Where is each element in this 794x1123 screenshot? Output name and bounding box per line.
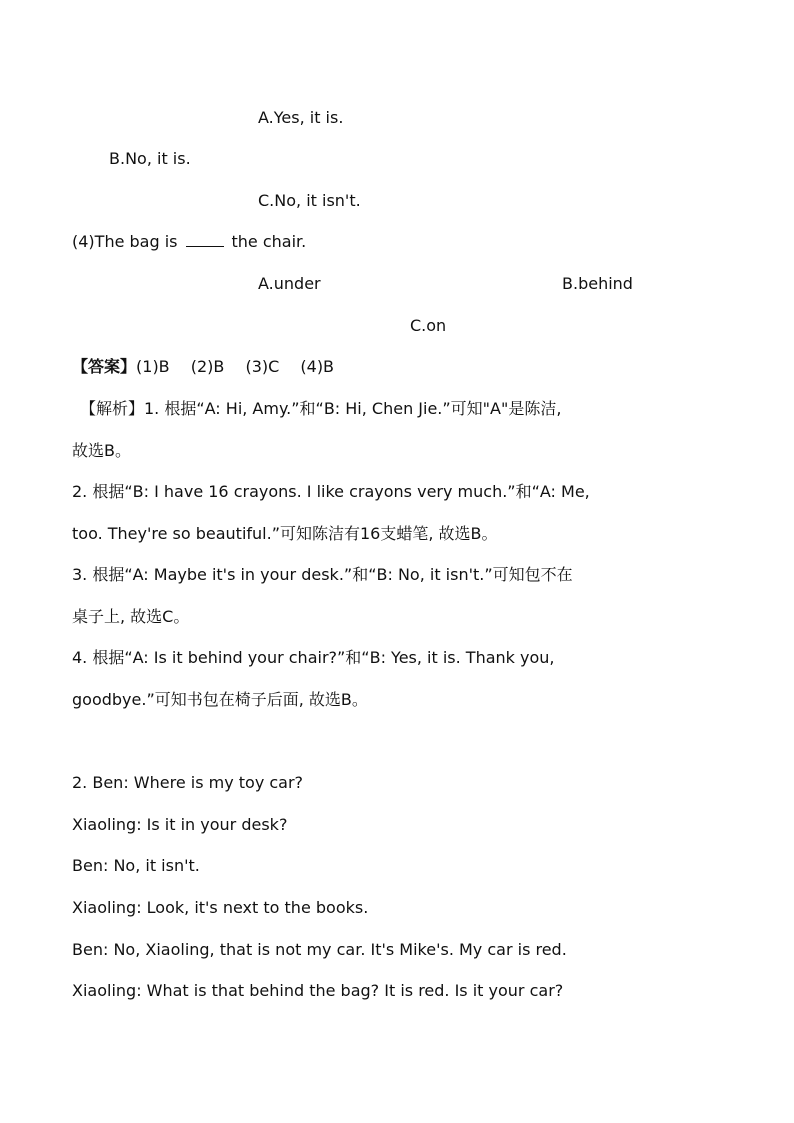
q4-option-a: A.under xyxy=(258,274,321,293)
answer-line xyxy=(72,356,334,378)
analysis-line-3: 2. 根据“B: I have 16 crayons. I like crayons very much.”和“A: Me, xyxy=(72,482,590,501)
q3-option-b: B.No, it is. xyxy=(109,149,191,168)
passage2-line-2: Xiaoling: Is it in your desk? xyxy=(72,815,288,834)
q4-stem xyxy=(72,231,306,253)
passage2-line-5: Ben: No, Xiaoling, that is not my car. It's Mike's. My car is red. xyxy=(72,940,567,959)
answer-values: (1)B (2)B (3)C (4)B xyxy=(136,357,335,376)
q3-option-a: A.Yes, it is. xyxy=(258,108,344,127)
analysis-line-6: 桌子上, 故选C。 xyxy=(72,607,190,626)
q3-option-c: C.No, it isn't. xyxy=(258,191,361,210)
analysis-line-4: too. They're so beautiful.”可知陈洁有16支蜡笔, 故选B。 xyxy=(72,524,498,543)
analysis-line-1: 【解析】1. 根据“A: Hi, Amy.”和“B: Hi, Chen Jie.”可知"A"是陈洁, xyxy=(80,399,562,418)
q4-option-c: C.on xyxy=(410,316,447,335)
passage2-line-1: 2. Ben: Where is my toy car? xyxy=(72,773,304,792)
analysis-line-7: 4. 根据“A: Is it behind your chair?”和“B: Yes, it is. Thank you, xyxy=(72,648,555,667)
q4-stem-after: the chair. xyxy=(231,232,307,251)
analysis-line-2: 故选B。 xyxy=(72,441,131,460)
passage2-line-3: Ben: No, it isn't. xyxy=(72,856,200,875)
passage2-line-6: Xiaoling: What is that behind the bag? It is red. Is it your car? xyxy=(72,981,564,1000)
q4-option-b: B.behind xyxy=(562,274,633,293)
passage2-line-4: Xiaoling: Look, it's next to the books. xyxy=(72,898,369,917)
q4-stem-before: (4)The bag is xyxy=(72,232,178,251)
analysis-line-5: 3. 根据“A: Maybe it's in your desk.”和“B: No, it isn't.”可知包不在 xyxy=(72,565,573,584)
analysis-line-8: goodbye.”可知书包在椅子后面, 故选B。 xyxy=(72,690,368,709)
answer-label: 【答案】 xyxy=(72,357,137,376)
q4-blank xyxy=(186,232,224,247)
